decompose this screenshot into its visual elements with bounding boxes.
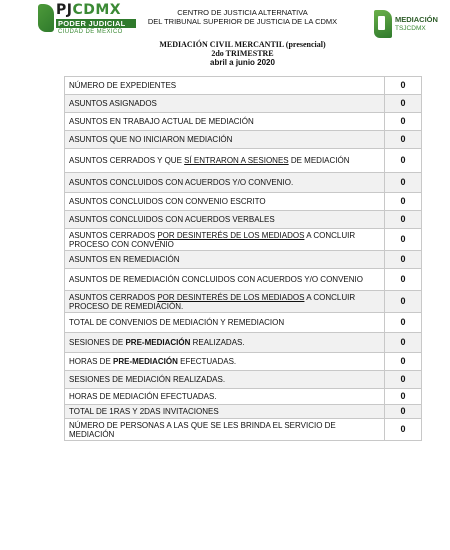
- row-value: 0: [385, 77, 422, 95]
- row-value: 0: [385, 113, 422, 131]
- row-label: TOTAL DE CONVENIOS DE MEDIACIÓN Y REMEDIACION: [65, 313, 385, 333]
- pjcdmx-logo: [38, 3, 138, 37]
- logo-title: [56, 2, 121, 18]
- row-label: HORAS DE MEDIACIÓN EFECTUADAS.: [65, 389, 385, 405]
- row-label: NÚMERO DE PERSONAS A LAS QUE SE LES BRINDA EL SERVICIO DE MEDIACIÓN: [65, 419, 385, 441]
- row-label: HORAS DE PRE-MEDIACIÓN EFECTUADAS.: [65, 353, 385, 371]
- mediacion-logo-mark-icon: [374, 10, 392, 38]
- row-label: ASUNTOS CONCLUIDOS CON CONVENIO ESCRITO: [65, 193, 385, 211]
- table-row: [65, 211, 422, 229]
- row-value: 0: [385, 251, 422, 269]
- row-value: 0: [385, 371, 422, 389]
- row-value: 0: [385, 389, 422, 405]
- row-label: ASUNTOS EN REMEDIACIÓN: [65, 251, 385, 269]
- table-row: [65, 229, 422, 251]
- table-row: [65, 389, 422, 405]
- logo-title-pj: PJ: [56, 2, 73, 18]
- row-label: ASUNTOS CERRADOS POR DESINTERÉS DE LOS MEDIADOS A CONCLUIR PROCESO CON CONVENIO: [65, 229, 385, 251]
- row-label: ASUNTOS CERRADOS POR DESINTERÉS DE LOS MEDIADOS A CONCLUIR PROCESO DE REMEDIACIÓN.: [65, 291, 385, 313]
- table-row: [65, 193, 422, 211]
- row-label: ASUNTOS QUE NO INICIARON MEDIACIÓN: [65, 131, 385, 149]
- mediacion-logo-line2: TSJCDMX: [395, 25, 426, 32]
- mediacion-logo-line1: MEDIACIÓN: [395, 15, 438, 24]
- row-label: ASUNTOS EN TRABAJO ACTUAL DE MEDIACIÓN: [65, 113, 385, 131]
- row-value: 0: [385, 131, 422, 149]
- mediacion-logo: [374, 10, 444, 40]
- row-value: 0: [385, 193, 422, 211]
- row-label: ASUNTOS CONCLUIDOS CON ACUERDOS Y/O CONVENIO.: [65, 173, 385, 193]
- table-row: [65, 333, 422, 353]
- header-title: MEDIACIÓN CIVIL MERCANTIL (presencial): [159, 40, 326, 49]
- header-title-block: [135, 40, 350, 58]
- header-period: abril a junio 2020: [210, 58, 275, 67]
- row-label: ASUNTOS CONCLUIDOS CON ACUERDOS VERBALES: [65, 211, 385, 229]
- table-row: [65, 291, 422, 313]
- table-row: [65, 251, 422, 269]
- statistics-table: [64, 76, 422, 441]
- table-row: [65, 371, 422, 389]
- table-row: [65, 77, 422, 95]
- header-institution: [135, 8, 350, 26]
- row-value: 0: [385, 405, 422, 419]
- table-row: [65, 173, 422, 193]
- table-row: [65, 269, 422, 291]
- row-value: 0: [385, 313, 422, 333]
- row-value: 0: [385, 419, 422, 441]
- row-value: 0: [385, 353, 422, 371]
- row-label: ASUNTOS DE REMEDIACIÓN CONCLUIDOS CON ACUERDOS Y/O CONVENIO: [65, 269, 385, 291]
- row-value: 0: [385, 173, 422, 193]
- row-label: SESIONES DE PRE-MEDIACIÓN REALIZADAS.: [65, 333, 385, 353]
- table-row: [65, 149, 422, 173]
- table-row: [65, 405, 422, 419]
- header-quarter: 2do TRIMESTRE: [211, 49, 274, 58]
- row-label: NÚMERO DE EXPEDIENTES: [65, 77, 385, 95]
- row-value: 0: [385, 149, 422, 173]
- table-row: [65, 353, 422, 371]
- row-value: 0: [385, 269, 422, 291]
- header-line1: CENTRO DE JUSTICIA ALTERNATIVA: [177, 8, 308, 17]
- logo-ciudad: CIUDAD DE MÉXICO: [58, 29, 123, 35]
- table-row: [65, 419, 422, 441]
- table-row: [65, 95, 422, 113]
- logo-title-cdmx: CDMX: [72, 2, 122, 18]
- row-label: SESIONES DE MEDIACIÓN REALIZADAS.: [65, 371, 385, 389]
- logo-poder-judicial: PODER JUDICIAL: [58, 19, 126, 28]
- row-value: 0: [385, 211, 422, 229]
- header-line2: DEL TRIBUNAL SUPERIOR DE JUSTICIA DE LA CDMX: [147, 17, 338, 26]
- row-label: ASUNTOS ASIGNADOS: [65, 95, 385, 113]
- row-label: TOTAL DE 1RAS Y 2DAS INVITACIONES: [65, 405, 385, 419]
- row-label: ASUNTOS CERRADOS Y QUE SÍ ENTRARON A SESIONES DE MEDIACIÓN: [65, 149, 385, 173]
- pjcdmx-logo-mark-icon: [38, 4, 54, 32]
- row-value: 0: [385, 291, 422, 313]
- row-value: 0: [385, 333, 422, 353]
- table-row: [65, 113, 422, 131]
- table-row: [65, 131, 422, 149]
- table-row: [65, 313, 422, 333]
- row-value: 0: [385, 229, 422, 251]
- row-value: 0: [385, 95, 422, 113]
